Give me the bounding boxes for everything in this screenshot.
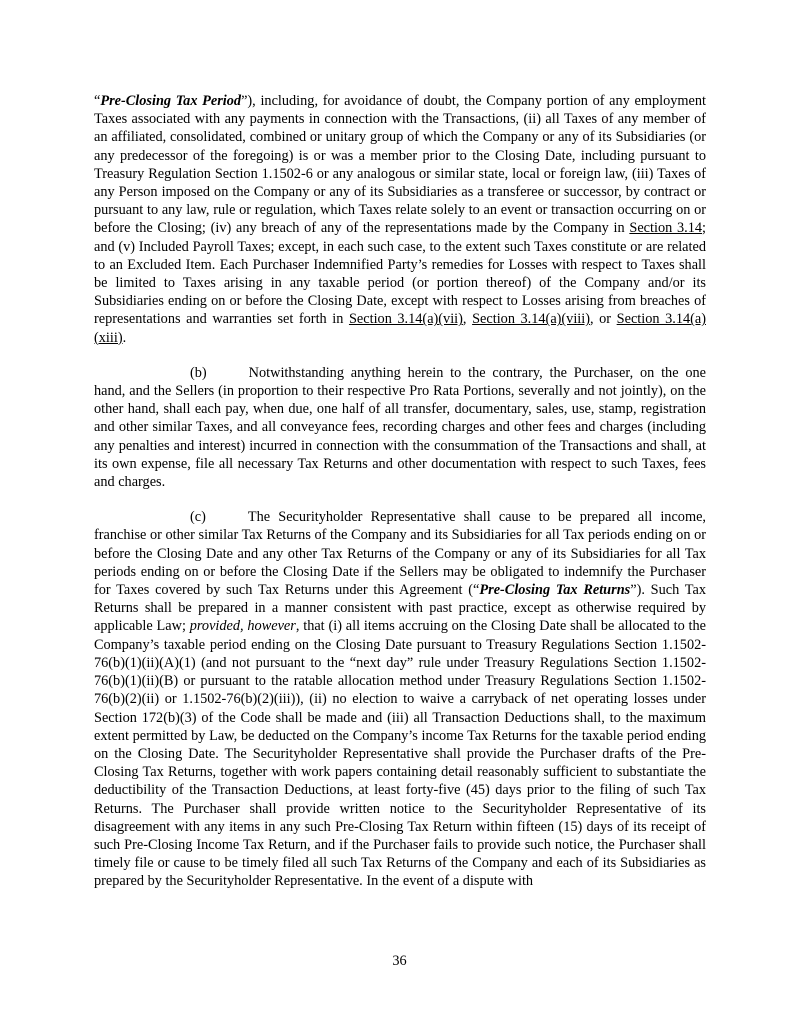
section-reference: Section 3.14(a)(viii) <box>472 311 591 328</box>
defined-term-pre-closing-tax-period: Pre-Closing Tax Period <box>100 93 242 109</box>
separator-text: , <box>462 311 473 328</box>
defined-term-pre-closing-tax-returns: Pre-Closing Tax Returns <box>479 582 631 599</box>
section-reference: Section 3.14 <box>629 220 703 237</box>
section-reference: Section 3.14(a)(xiii) <box>94 311 706 346</box>
paragraph-text: The Securityholder Representative shall cause to be prepared all income, franchise or other similar Tax Returns of the Company and its Subsidiaries for all Tax periods ending on or before the Closing Date and any other Tax Returns of the Company or any of its Subsidiaries for all Tax periods ending on or before the Closing Date if the Sellers may be obligated to indemnify the Purchaser for Taxes covered by such Tax Returns under this Agreement (“ <box>94 509 706 599</box>
document-page <box>94 92 706 908</box>
paragraph-b <box>94 364 706 491</box>
quote-open: “ <box>94 93 101 109</box>
sentence-end: . <box>122 329 127 346</box>
paragraph-a-continuation <box>94 92 706 347</box>
section-reference: Section 3.14(a)(vii) <box>348 311 463 328</box>
paragraph-label: (b) <box>190 364 207 381</box>
paragraph-c <box>94 508 706 890</box>
paragraph-text: , that (i) all items accruing on the Closing Date shall be allocated to the Company’s taxable period ending on the Closing Date pursuant to Treasury Regulations Section 1.1502-76(b)(1)(ii)(A)(1) (and not pursuant to the “next day” rule under Treasury Regulations Section 1.1502-76(b)(1)(ii)(B) or pursuant to the ratable allocation method under Treasury Regulations Section 1.1502-76(b)(2)(ii) or 1.1502-76(b)(2)(iii)), (ii) no election to waive a carryback of net operating losses under Section 172(b)(3) of the Code shall be made and (iii) all Transaction Deductions shall, to the maximum extent permitted by Law, be deducted on the Company’s income Tax Returns for the taxable period ending on the Closing Date. The Securityholder Representative shall provide the Purchaser drafts of the Pre-Closing Tax Returns, together with work papers containing detail reasonably sufficient to substantiate the deductibility of the Transaction Deductions, at least forty-five (45) days prior to the filing of such Tax Returns. The Purchaser shall provide written notice to the Securityholder Representative of its disagreement with any items in any such Pre-Closing Tax Return within fifteen (15) days of its receipt of such Pre-Closing Income Tax Return, and if the Purchaser fails to provide such notice, the Purchaser shall timely file or cause to be timely filed all such Tax Returns of the Company and each of its Subsidiaries as prepared by the Securityholder Representative. In the event of a dispute with <box>94 618 706 890</box>
paragraph-label: (c) <box>190 509 206 526</box>
page-number: 36 <box>392 953 407 969</box>
paragraph-text: ; and (v) Included Payroll Taxes; except, in each such case, to the extent such Taxes constitute or are related to an Excluded Item. Each Purchaser Indemnified Party’s remedies for Losses with respect to Taxes shall be limited to Taxes arising in any taxable period (or portion thereof) of the Company and/or its Subsidiaries ending on or before the Closing Date, except with respect to Losses arising from breaches of representations and warranties set forth in <box>94 220 706 328</box>
paragraph-text: ”). Such Tax Returns shall be prepared in a manner consistent with past practice, except as otherwise required by applicable Law; <box>94 582 706 635</box>
separator-text: , or <box>590 311 617 328</box>
proviso-text: provided, however <box>189 618 296 635</box>
paragraph-text: ”), including, for avoidance of doubt, the Company portion of any employment Taxes associated with any payments in connection with the Transactions, (ii) all Taxes of any member of an affiliated, consolidated, combined or unitary group of which the Company or any of its Subsidiaries (or any predecessor of the foregoing) is or was a member prior to the Closing Date, including pursuant to Treasury Regulation Section 1.1502-6 or any analogous or similar state, local or foreign law, (iii) Taxes of any Person imposed on the Company or any of its Subsidiaries as a transferee or successor, by contract or pursuant to any law, rule or regulation, which Taxes relate solely to an event or transaction occurring on or before the Closing; (iv) any breach of any of the representations made by the Company in <box>94 93 706 237</box>
paragraph-text: Notwithstanding anything herein to the contrary, the Purchaser, on the one hand, and the Sellers (in proportion to their respective Pro Rata Portions, severally and not jointly), on the other hand, shall each pay, when due, one half of all transfer, documentary, sales, use, stamp, registration and other similar Taxes, and all conveyance fees, recording charges and other fees and charges (including any penalties and interest) incurred in connection with the consummation of the Transactions and shall, at its own expense, file all necessary Tax Returns and other documentation with respect to such Taxes, fees and charges. <box>94 364 706 491</box>
